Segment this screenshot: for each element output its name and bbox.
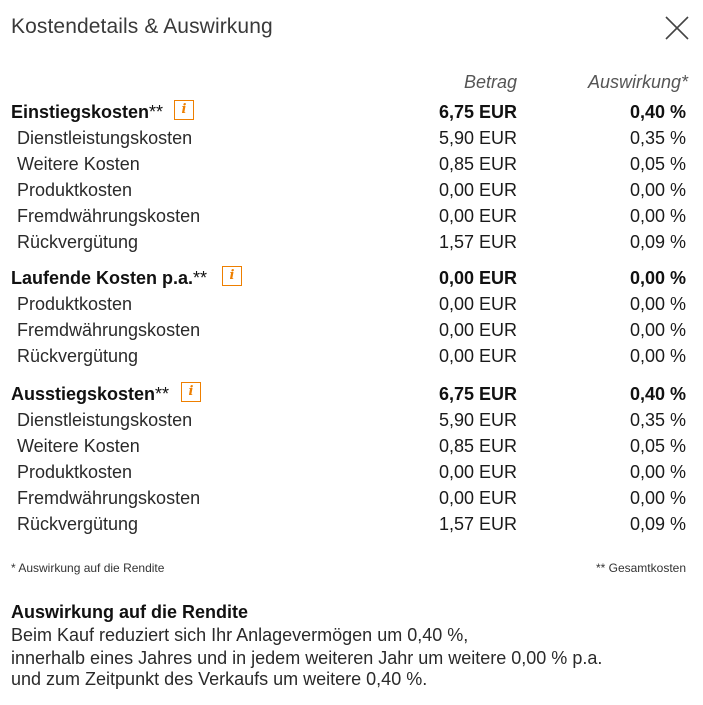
- cost-label: Rückvergütung: [17, 346, 139, 366]
- section-label: [11, 102, 163, 123]
- cost-amount: 0,85 EUR: [438, 436, 517, 456]
- summary-line: innerhalb eines Jahres und in jedem weiteren Jahr um weitere 0,00 % p.a.: [11, 648, 603, 668]
- modal-title: Kostendetails & Auswirkung: [11, 15, 273, 38]
- cost-label: Weitere Kosten: [17, 436, 140, 456]
- info-icon[interactable]: i: [181, 382, 201, 402]
- summary-line: und zum Zeitpunkt des Verkaufs um weitere 0,40 %.: [11, 669, 428, 689]
- cost-label: Fremdwährungskosten: [17, 320, 201, 340]
- cost-amount: 0,00 EUR: [438, 462, 517, 482]
- summary-line: Beim Kauf reduziert sich Ihr Anlagevermögen um 0,40 %,: [11, 625, 469, 645]
- cost-label: Dienstleistungskosten: [17, 410, 193, 430]
- cost-impact: 0,00 %: [629, 462, 686, 482]
- cost-amount: 5,90 EUR: [438, 410, 517, 430]
- footnote-impact: * Auswirkung auf die Rendite: [11, 561, 165, 575]
- section-title: Ausstiegskosten: [11, 384, 156, 404]
- cost-row: [0, 486, 703, 512]
- cost-label: Rückvergütung: [17, 514, 139, 534]
- cost-row: [0, 318, 703, 344]
- column-header-amount: Betrag: [463, 72, 517, 92]
- section-impact: 0,40 %: [629, 102, 686, 122]
- cost-row: [0, 292, 703, 318]
- cost-label: Produktkosten: [17, 462, 133, 482]
- cost-amount: 0,00 EUR: [438, 206, 517, 226]
- cost-amount: 1,57 EUR: [438, 514, 517, 534]
- section-title: Laufende Kosten p.a.: [11, 268, 194, 288]
- cost-impact: 0,00 %: [629, 320, 686, 340]
- cost-amount: 0,00 EUR: [438, 320, 517, 340]
- section-exit-costs-header: [0, 382, 703, 408]
- cost-row: [0, 512, 703, 538]
- cost-row: [0, 152, 703, 178]
- cost-impact: 0,09 %: [629, 514, 686, 534]
- section-amount: 6,75 EUR: [438, 384, 517, 404]
- cost-row: [0, 178, 703, 204]
- cost-amount: 0,00 EUR: [438, 488, 517, 508]
- cost-amount: 0,00 EUR: [438, 294, 517, 314]
- total-costs-marker: **: [193, 268, 208, 288]
- column-header-impact: Auswirkung*: [587, 72, 688, 92]
- cost-label: Fremdwährungskosten: [17, 206, 201, 226]
- cost-label: Produktkosten: [17, 180, 133, 200]
- cost-label: Fremdwährungskosten: [17, 488, 201, 508]
- cost-amount: 0,85 EUR: [438, 154, 517, 174]
- section-running-costs-header: [0, 266, 703, 292]
- close-icon: [664, 15, 690, 41]
- footnote-total-costs: ** Gesamtkosten: [595, 561, 686, 575]
- section-impact: 0,40 %: [629, 384, 686, 404]
- section-entry-costs-header: [0, 100, 703, 126]
- section-label: [11, 384, 169, 405]
- cost-label: Produktkosten: [17, 294, 133, 314]
- section-impact: 0,00 %: [629, 268, 686, 288]
- cost-impact: 0,00 %: [629, 206, 686, 226]
- section-amount: 0,00 EUR: [438, 268, 517, 288]
- cost-impact: 0,09 %: [629, 232, 686, 252]
- cost-row: [0, 344, 703, 370]
- cost-impact: 0,00 %: [629, 488, 686, 508]
- cost-impact: 0,05 %: [629, 154, 686, 174]
- cost-impact: 0,35 %: [629, 410, 686, 430]
- cost-row: [0, 204, 703, 230]
- cost-row: [0, 460, 703, 486]
- cost-impact: 0,00 %: [629, 346, 686, 366]
- cost-amount: 0,00 EUR: [438, 346, 517, 366]
- cost-label: Dienstleistungskosten: [17, 128, 193, 148]
- total-costs-marker: **: [155, 384, 170, 404]
- cost-row: [0, 230, 703, 256]
- cost-impact: 0,00 %: [629, 180, 686, 200]
- cost-row: [0, 434, 703, 460]
- cost-label: Rückvergütung: [17, 232, 139, 252]
- close-button[interactable]: [664, 15, 690, 41]
- cost-impact: 0,35 %: [629, 128, 686, 148]
- section-label: [11, 268, 207, 289]
- info-icon[interactable]: i: [174, 100, 194, 120]
- cost-amount: 1,57 EUR: [438, 232, 517, 252]
- cost-amount: 0,00 EUR: [438, 180, 517, 200]
- cost-row: [0, 126, 703, 152]
- cost-impact: 0,00 %: [629, 294, 686, 314]
- cost-amount: 5,90 EUR: [438, 128, 517, 148]
- cost-label: Weitere Kosten: [17, 154, 140, 174]
- total-costs-marker: **: [149, 102, 164, 122]
- section-amount: 6,75 EUR: [438, 102, 517, 122]
- section-title: Einstiegskosten: [11, 102, 150, 122]
- info-icon[interactable]: i: [222, 266, 242, 286]
- cost-row: [0, 408, 703, 434]
- summary-title: Auswirkung auf die Rendite: [11, 602, 249, 622]
- cost-impact: 0,05 %: [629, 436, 686, 456]
